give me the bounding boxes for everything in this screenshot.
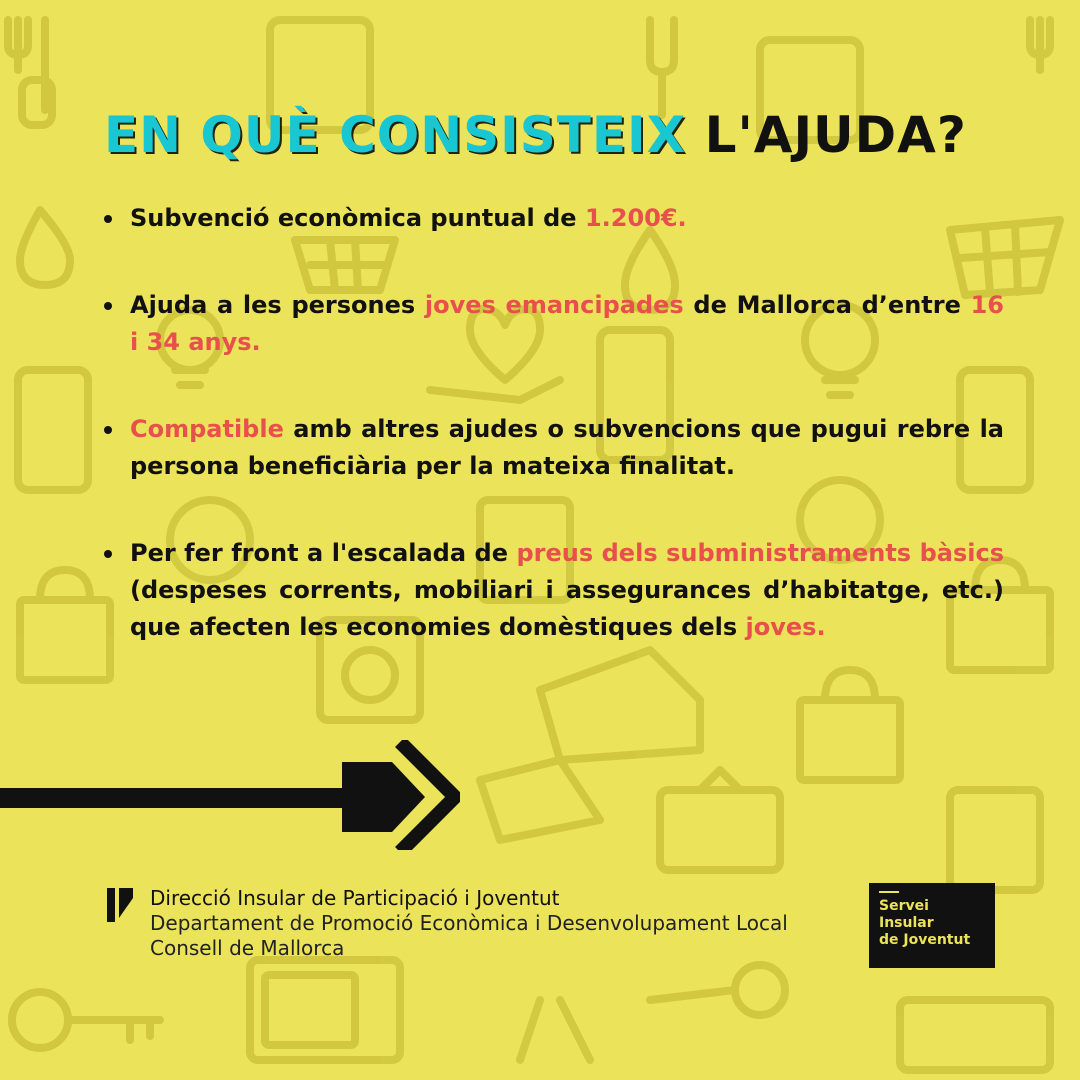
badge-line-2: Insular	[879, 915, 934, 931]
body-text: de Mallorca d’entre	[683, 291, 971, 319]
title-rest: L'AJUDA?	[704, 106, 967, 164]
microwave-icon	[900, 1000, 1050, 1070]
bullet-list	[96, 200, 1004, 696]
footer-credits	[150, 886, 788, 961]
body-text: amb altres ajudes o subvencions que pugui rebre la persona beneficiària per la mateixa finalitat.	[130, 415, 1004, 480]
highlight-text: 1.200€.	[584, 204, 687, 232]
cutlery-icon	[520, 1000, 590, 1060]
tv-icon	[660, 770, 780, 870]
bullet-item	[96, 287, 1004, 361]
highlight-text: 16 i 34 anys.	[130, 291, 1004, 356]
arrow-plug	[342, 762, 425, 832]
water-drop-icon	[20, 210, 70, 285]
consell-logo-icon	[107, 888, 133, 924]
bullet-item	[96, 200, 1004, 237]
cutlery-icon	[1030, 20, 1050, 70]
highlight-text: joves.	[745, 613, 826, 641]
bullet-item	[96, 535, 1004, 646]
servei-insular-badge	[869, 883, 995, 968]
highlight-text: Compatible	[130, 415, 284, 443]
arrow-graphic	[0, 740, 460, 850]
footer-line-2: Departament de Promoció Econòmica i Desenvolupament Local	[150, 911, 788, 935]
footer-line-3: Consell de Mallorca	[150, 936, 345, 960]
badge-line-3: de Joventut	[879, 932, 971, 948]
cutlery-icon	[8, 20, 52, 125]
arrow-shaft	[0, 788, 350, 808]
cutlery-icon	[650, 20, 674, 115]
badge-bar	[879, 891, 899, 893]
key-icon	[650, 965, 785, 1015]
smartphone-icon	[18, 370, 88, 490]
body-text: Per fer front a l'escalada de	[130, 539, 517, 567]
badge-line-1: Servei	[879, 898, 929, 914]
microwave-icon	[250, 960, 400, 1060]
highlight-text: joves emancipades	[424, 291, 684, 319]
food-jar-icon	[950, 790, 1040, 890]
body-text: Subvenció econòmica puntual de	[130, 204, 585, 232]
key-icon	[12, 992, 160, 1048]
sofa-icon	[480, 760, 600, 840]
highlight-text: preus dels subministraments bàsics	[516, 539, 1004, 567]
page-title	[104, 106, 967, 164]
title-accent: EN QUÈ CONSISTEIX	[104, 106, 687, 164]
body-text: Ajuda a les persones	[130, 291, 425, 319]
body-text: (despeses corrents, mobiliari i assegurances d’habitatge, etc.) que afecten les economies domèstiques dels	[130, 576, 1004, 641]
bullet-item	[96, 411, 1004, 485]
footer-line-1: Direcció Insular de Participació i Joventut	[150, 886, 560, 910]
